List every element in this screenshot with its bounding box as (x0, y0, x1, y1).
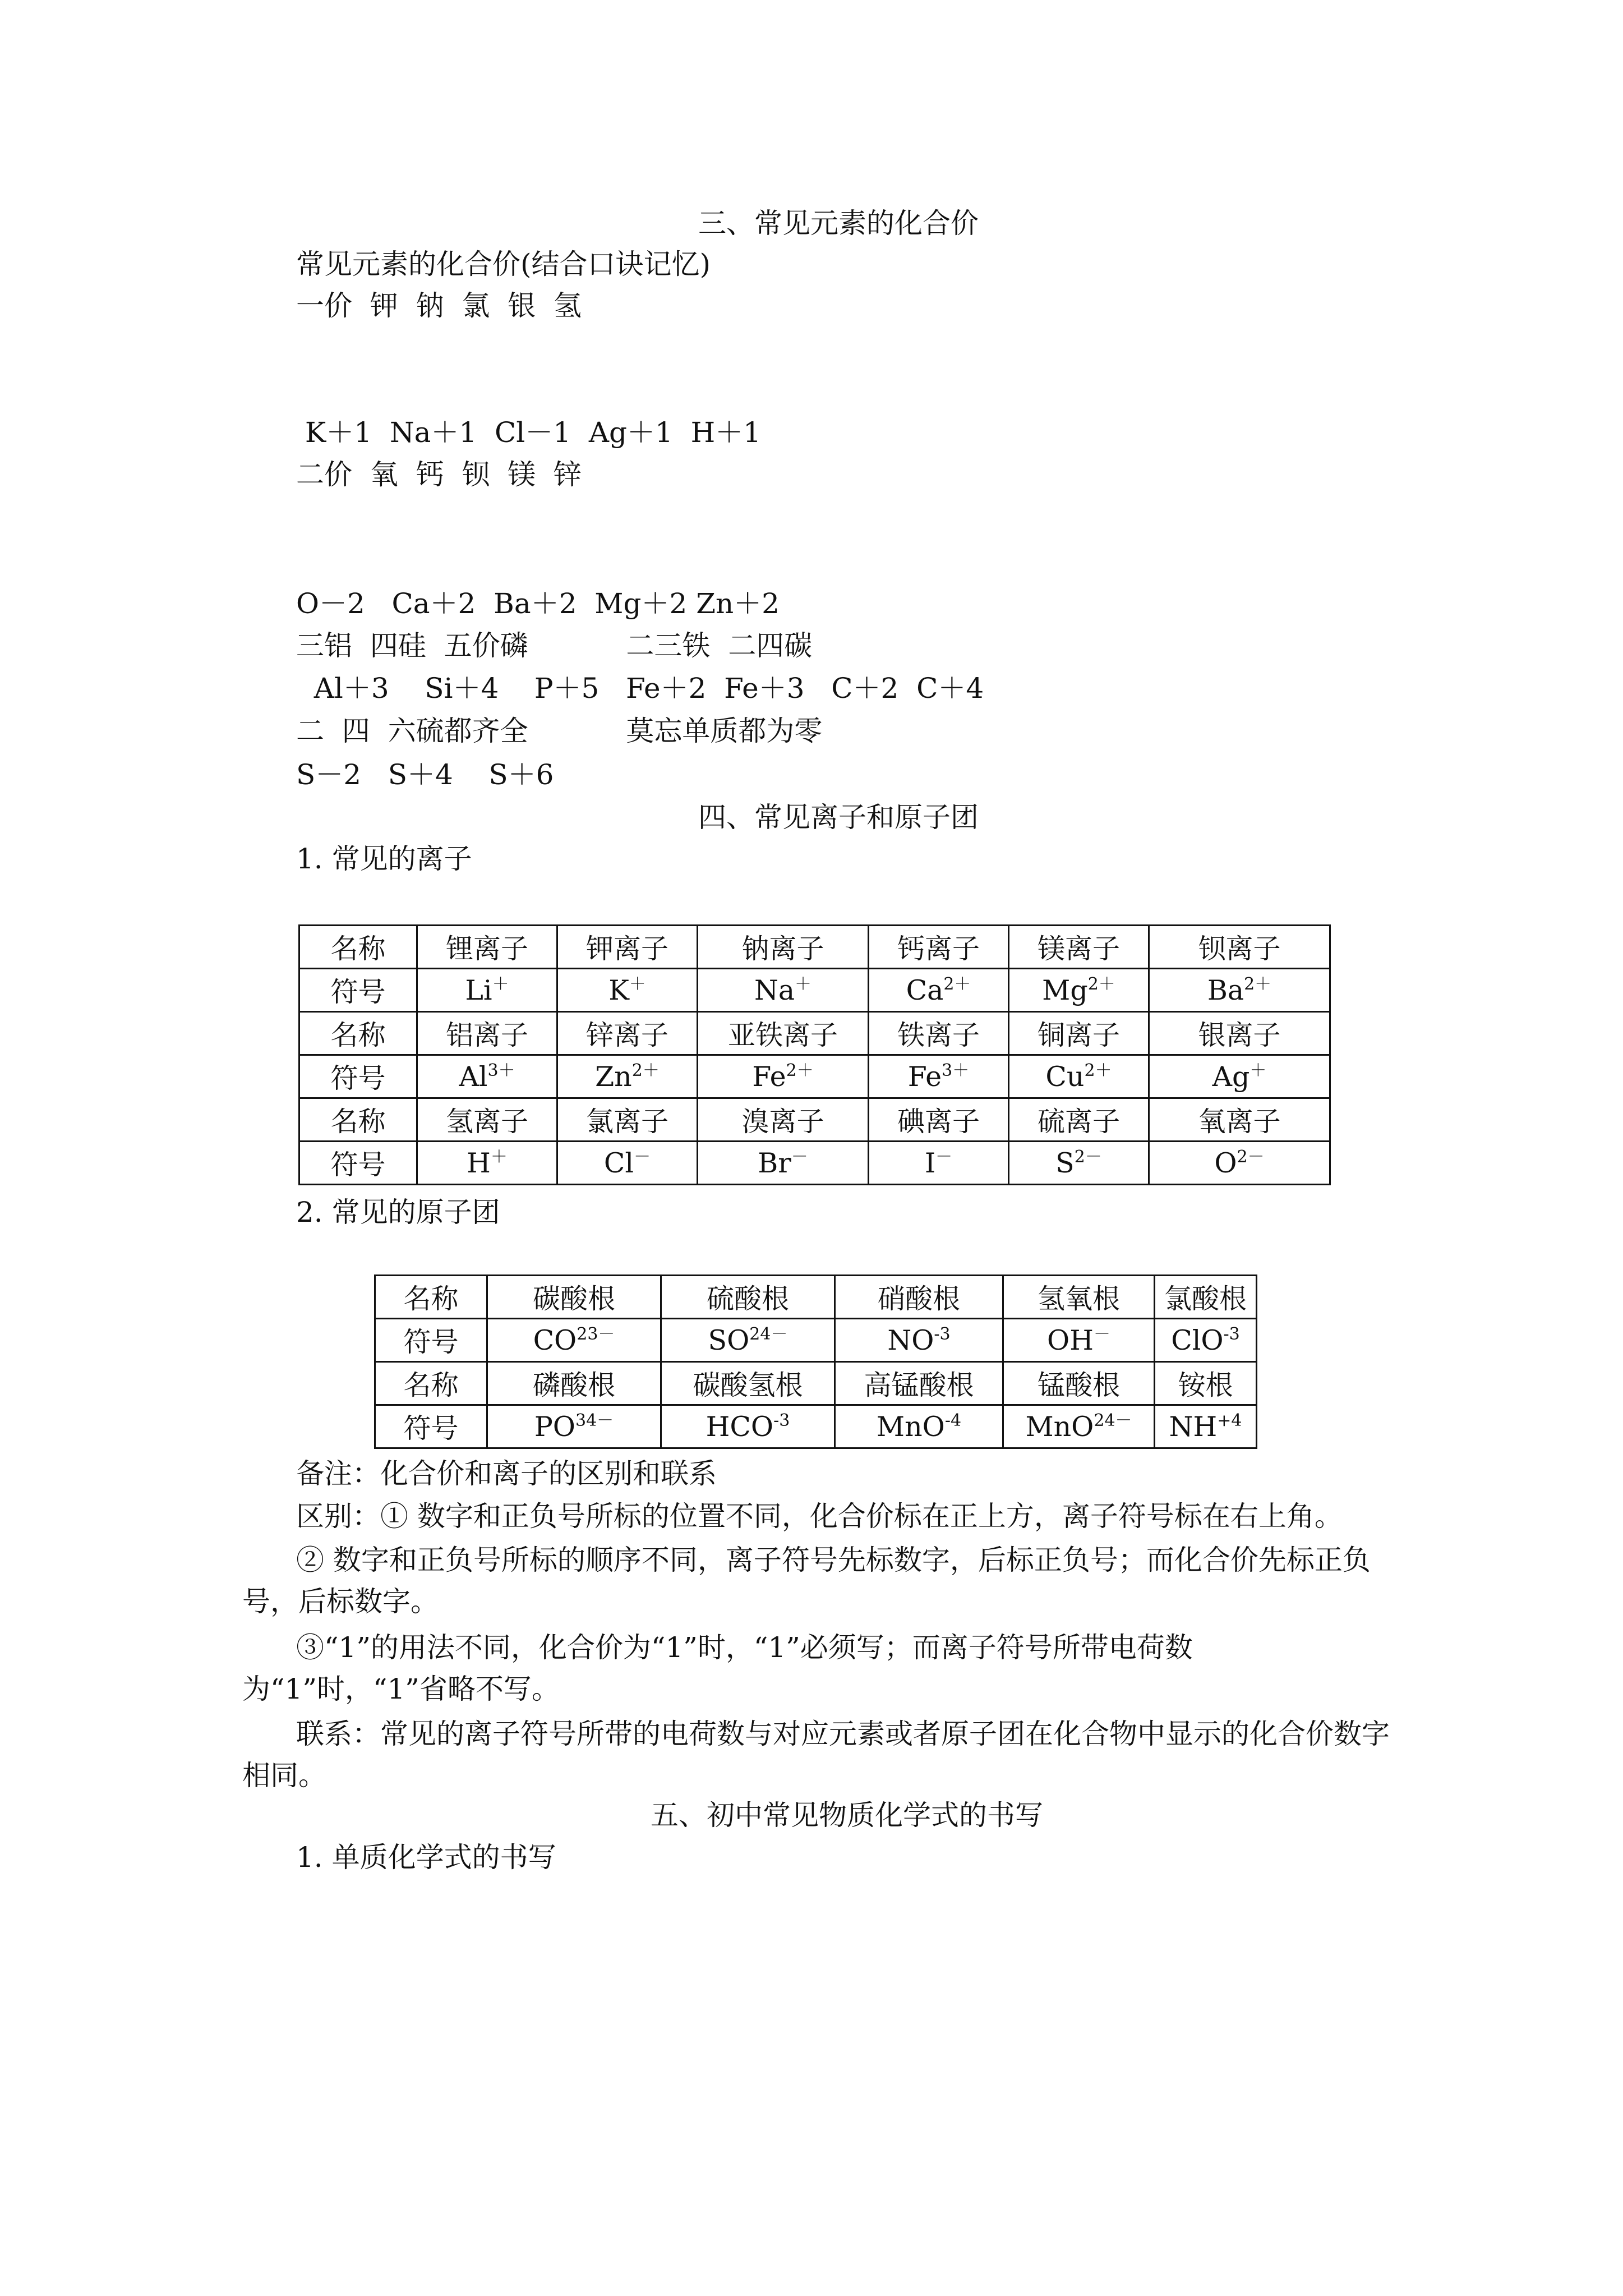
ions-row (299, 1098, 1330, 1142)
cell-text: PO (534, 1410, 575, 1443)
table-cell (487, 1319, 661, 1362)
table-cell (1149, 969, 1330, 1012)
cell-text: 高锰酸根 (864, 1369, 974, 1401)
section-3-title: 三、常见元素的化合价 (698, 207, 979, 240)
table-cell (417, 1055, 557, 1098)
section-3-subtitle: 常见元素的化合价(结合口诀记忆) (296, 248, 711, 280)
cell-text: HCO (706, 1410, 774, 1443)
table-cell (1003, 1405, 1155, 1448)
table-cell (698, 1098, 869, 1142)
cell-text: 镁离子 (1037, 933, 1120, 965)
charge-superscript: 24－ (1094, 1410, 1132, 1430)
cell-text: 磷酸根 (532, 1369, 615, 1401)
charge-superscript: 34－ (575, 1410, 614, 1430)
cell-text: 氧离子 (1198, 1106, 1281, 1138)
cell-text: 碘离子 (897, 1106, 980, 1138)
ions-row (299, 1012, 1330, 1055)
cell-text: 氢氧根 (1037, 1283, 1120, 1315)
charge-superscript: － (1093, 1324, 1110, 1344)
cell-text: Mg (1042, 974, 1088, 1006)
charge-superscript: ＋ (1249, 1060, 1267, 1080)
table-cell (487, 1405, 661, 1448)
section-5-title: 五、初中常见物质化学式的书写 (651, 1799, 1043, 1832)
groups-row (375, 1405, 1257, 1448)
table-cell (557, 926, 698, 969)
table-cell (557, 1012, 698, 1055)
ions-row (299, 1055, 1330, 1098)
cell-text: Cl (603, 1147, 634, 1179)
charge-superscript: ＋ (795, 974, 812, 994)
groups-heading: 2. 常见的原子团 (296, 1196, 500, 1228)
table-cell (869, 969, 1009, 1012)
charge-superscript: 2＋ (631, 1060, 660, 1080)
table-cell (1009, 1055, 1149, 1098)
charge-superscript: ＋ (490, 1147, 508, 1167)
cell-text: 氯酸根 (1164, 1283, 1247, 1315)
note-heading: 备注：化合价和离子的区别和联系 (296, 1457, 717, 1490)
charge-superscript: ＋ (492, 974, 509, 994)
table-cell (698, 969, 869, 1012)
rhyme-line: 三铝 四硅 五价磷 二三铁 二四碳 (296, 629, 813, 662)
rhyme-line: 二 四 六硫都齐全 莫忘单质都为零 (296, 715, 823, 747)
charge-superscript: ＋ (629, 974, 646, 994)
charge-superscript: 3＋ (942, 1060, 970, 1080)
cell-text: 硝酸根 (877, 1283, 960, 1315)
cell-text: Ag (1212, 1060, 1250, 1093)
cell-text: Li (465, 974, 492, 1006)
charge-superscript: -4 (944, 1410, 962, 1430)
charge-superscript: 2＋ (1244, 974, 1272, 994)
cell-text: 钾离子 (585, 933, 668, 965)
rhyme-line: 一价 钾 钠 氯 银 氢 (296, 289, 582, 322)
cell-text: 溴离子 (741, 1106, 824, 1138)
charge-superscript: +4 (1217, 1410, 1242, 1430)
cell-text: 锂离子 (445, 933, 528, 965)
charge-superscript: -3 (934, 1324, 951, 1344)
cell-text: Fe (907, 1060, 942, 1093)
table-cell (698, 926, 869, 969)
table-cell (417, 969, 557, 1012)
cell-text: 氢离子 (445, 1106, 528, 1138)
cell-text: H (467, 1147, 491, 1179)
charge-superscript: － (935, 1147, 953, 1167)
row-label: 符号 (299, 1142, 417, 1185)
cell-text: K (608, 974, 629, 1006)
charge-superscript: 2＋ (1087, 974, 1115, 994)
cell-text: MnO (1025, 1410, 1094, 1443)
atomic-groups-table (374, 1274, 1257, 1449)
table-cell (557, 969, 698, 1012)
row-label: 符号 (375, 1405, 487, 1448)
cell-text: I (924, 1147, 936, 1179)
cell-text: 铁离子 (897, 1019, 980, 1051)
table-cell (661, 1405, 835, 1448)
row-label: 名称 (375, 1276, 487, 1319)
table-cell (1155, 1405, 1257, 1448)
cell-text: NO (887, 1324, 934, 1356)
note-difference-2: ② 数字和正负号所标的顺序不同，离子符号先标数字，后标正负号；而化合价先标正负号，后标数字。 (242, 1544, 1371, 1618)
table-cell (1003, 1319, 1155, 1362)
cell-text: 亚铁离子 (727, 1019, 838, 1051)
charge-superscript: 2＋ (943, 974, 971, 994)
table-cell (835, 1276, 1003, 1319)
rhyme-line: S－2 S＋4 S＋6 (296, 758, 554, 791)
table-cell (1009, 1012, 1149, 1055)
cell-text: 铜离子 (1037, 1019, 1120, 1051)
table-cell (1003, 1276, 1155, 1319)
table-cell (417, 1098, 557, 1142)
charge-superscript: 2－ (1074, 1147, 1102, 1167)
table-cell (661, 1319, 835, 1362)
note-relation: 联系：常见的离子符号所带的电荷数与对应元素或者原子团在化合物中显示的化合价数字相同。 (242, 1718, 1390, 1792)
charge-superscript: -3 (1223, 1324, 1240, 1344)
charge-superscript: 2＋ (786, 1060, 814, 1080)
table-cell (1149, 1142, 1330, 1185)
row-label: 符号 (299, 1055, 417, 1098)
table-cell (487, 1362, 661, 1405)
table-cell (557, 1055, 698, 1098)
table-cell (487, 1276, 661, 1319)
cell-text: 硫酸根 (706, 1283, 789, 1315)
table-cell (1009, 926, 1149, 969)
table-cell (869, 1055, 1009, 1098)
charge-superscript: 2＋ (1084, 1060, 1112, 1080)
row-label: 名称 (299, 926, 417, 969)
groups-row (375, 1276, 1257, 1319)
table-cell (1149, 1098, 1330, 1142)
rhyme-line: Al＋3 Si＋4 P＋5 Fe＋2 Fe＋3 C＋2 C＋4 (296, 672, 984, 705)
cell-text: 钡离子 (1198, 933, 1281, 965)
charge-superscript: － (634, 1147, 651, 1167)
table-cell (1155, 1276, 1257, 1319)
rhyme-line: 二价 氧 钙 钡 镁 锌 (296, 458, 582, 491)
table-cell (869, 1142, 1009, 1185)
cell-text: OH (1047, 1324, 1094, 1356)
table-cell (661, 1276, 835, 1319)
ions-heading: 1. 常见的离子 (296, 843, 472, 875)
row-label: 名称 (299, 1012, 417, 1055)
note-difference-1: 区别：① 数字和正负号所标的位置不同，化合价标在正上方，离子符号标在右上角。 (296, 1500, 1343, 1533)
row-label: 符号 (375, 1319, 487, 1362)
table-cell (557, 1142, 698, 1185)
cell-text: S (1055, 1147, 1075, 1179)
rhyme-line: O－2 Ca＋2 Ba＋2 Mg＋2 Zn＋2 (296, 587, 780, 620)
table-cell (1009, 1098, 1149, 1142)
ions-table (298, 924, 1331, 1185)
table-cell (661, 1362, 835, 1405)
table-cell (698, 1142, 869, 1185)
table-cell (557, 1098, 698, 1142)
charge-superscript: － (791, 1147, 808, 1167)
ions-row (299, 969, 1330, 1012)
row-label: 名称 (375, 1362, 487, 1405)
cell-text: Fe (752, 1060, 786, 1093)
table-cell (1149, 1012, 1330, 1055)
table-cell (417, 1012, 557, 1055)
table-cell (1009, 969, 1149, 1012)
cell-text: 铵根 (1178, 1369, 1233, 1401)
table-cell (698, 1055, 869, 1098)
table-cell (869, 1012, 1009, 1055)
cell-text: 钙离子 (897, 933, 980, 965)
table-cell (1009, 1142, 1149, 1185)
table-cell (1149, 1055, 1330, 1098)
cell-text: ClO (1171, 1324, 1224, 1356)
cell-text: 银离子 (1198, 1019, 1281, 1051)
table-cell (1149, 926, 1330, 969)
cell-text: 氯离子 (585, 1106, 668, 1138)
cell-text: Ba (1207, 974, 1244, 1006)
cell-text: 碳酸氢根 (693, 1369, 803, 1401)
cell-text: 锰酸根 (1037, 1369, 1120, 1401)
cell-text: NH (1169, 1410, 1218, 1443)
cell-text: Br (758, 1147, 791, 1179)
table-cell (1155, 1362, 1257, 1405)
cell-text: CO (533, 1324, 577, 1356)
table-cell (417, 1142, 557, 1185)
cell-text: Na (754, 974, 795, 1006)
section-4-title: 四、常见离子和原子团 (698, 801, 979, 834)
section-5-item-1: 1. 单质化学式的书写 (296, 1841, 556, 1874)
cell-text: Al (459, 1060, 488, 1093)
cell-text: 碳酸根 (532, 1283, 615, 1315)
cell-text: 铝离子 (445, 1019, 528, 1051)
table-cell (1003, 1362, 1155, 1405)
cell-text: 钠离子 (741, 933, 824, 965)
table-cell (869, 926, 1009, 969)
ions-row (299, 926, 1330, 969)
groups-row (375, 1319, 1257, 1362)
charge-superscript: 2－ (1237, 1147, 1265, 1167)
note-difference-3: ③“1”的用法不同，化合价为“1”时，“1”必须写；而离子符号所带电荷数为“1”时，“1”省略不写。 (242, 1631, 1193, 1705)
row-label: 名称 (299, 1098, 417, 1142)
groups-row (375, 1362, 1257, 1405)
ions-row (299, 1142, 1330, 1185)
cell-text: 锌离子 (585, 1019, 668, 1051)
table-cell (869, 1098, 1009, 1142)
table-cell (1155, 1319, 1257, 1362)
table-cell (417, 926, 557, 969)
cell-text: MnO (876, 1410, 945, 1443)
table-cell (835, 1319, 1003, 1362)
row-label: 符号 (299, 969, 417, 1012)
charge-superscript: 24－ (749, 1324, 788, 1344)
table-cell (835, 1362, 1003, 1405)
table-cell (698, 1012, 869, 1055)
cell-text: O (1214, 1147, 1237, 1179)
charge-superscript: -3 (773, 1410, 790, 1430)
cell-text: Zn (595, 1060, 632, 1093)
table-cell (835, 1405, 1003, 1448)
cell-text: 硫离子 (1037, 1106, 1120, 1138)
cell-text: Cu (1045, 1060, 1085, 1093)
rhyme-line: K＋1 Na＋1 Cl－1 Ag＋1 H＋1 (296, 416, 761, 449)
cell-text: Ca (906, 974, 944, 1006)
charge-superscript: 23－ (577, 1324, 615, 1344)
cell-text: SO (708, 1324, 750, 1356)
charge-superscript: 3＋ (487, 1060, 515, 1080)
